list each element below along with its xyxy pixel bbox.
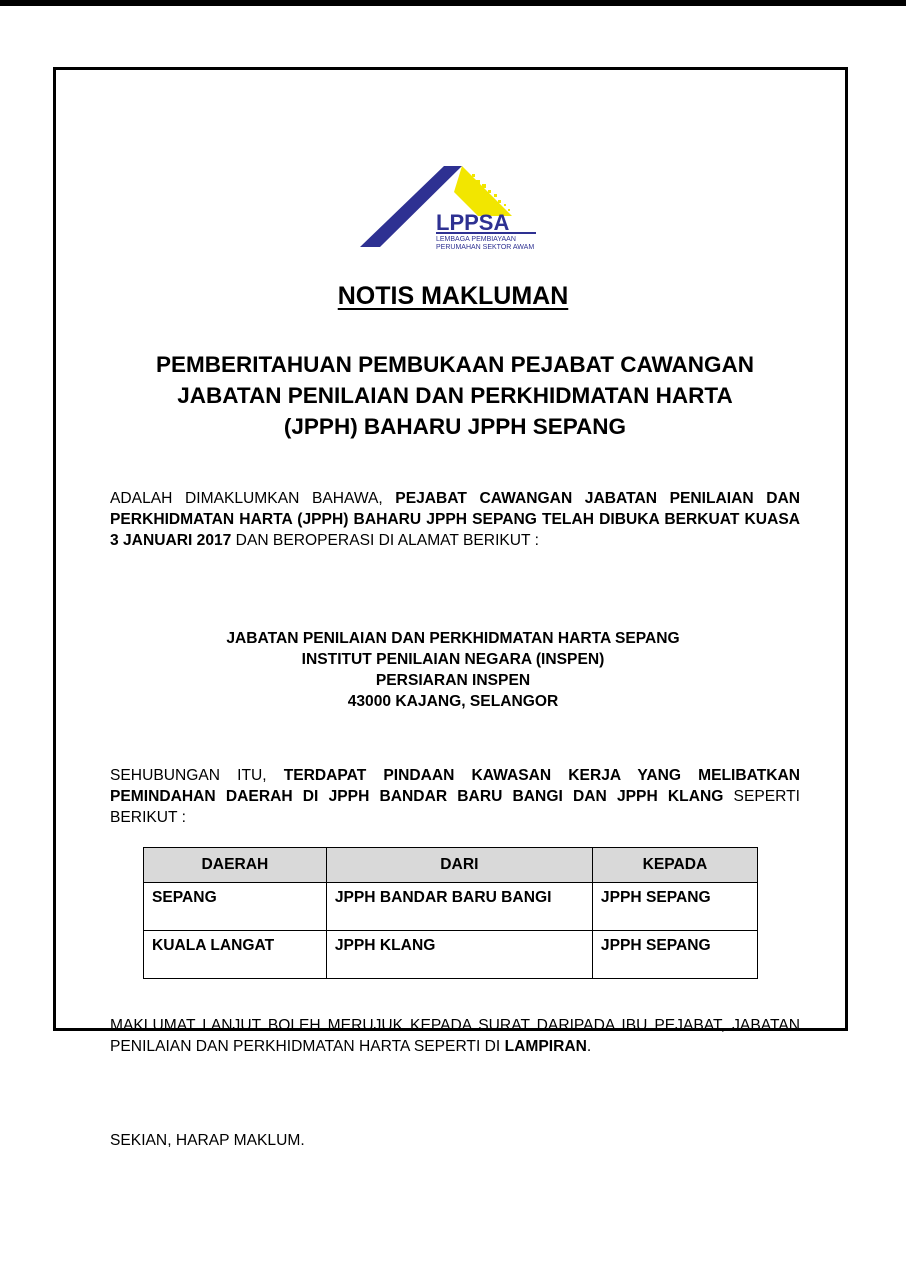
para-text: DAN BEROPERASI DI ALAMAT BERIKUT : [231, 532, 539, 549]
notice-subtitle [110, 349, 800, 442]
table-cell: JPPH KLANG [326, 931, 592, 979]
address-line: 43000 KAJANG, SELANGOR [347, 693, 559, 710]
column-header-dari: DARI [326, 848, 592, 883]
para-text: MAKLUMAT LANJUT BOLEH MERUJUK KEPADA SURAT DARIPADA IBU PEJABAT, JABATAN PENILAIAN DAN PERKHIDMATAN HARTA SEPERTI DI [110, 1017, 800, 1055]
table-cell: JPPH BANDAR BARU BANGI [326, 883, 592, 931]
notice-title: NOTIS MAKLUMAN [337, 282, 569, 310]
office-address [0, 628, 906, 712]
table-header-row [144, 848, 758, 883]
announcement-paragraph [110, 488, 800, 551]
address-line: PERSIARAN INSPEN [375, 672, 531, 689]
table-cell: JPPH SEPANG [592, 931, 757, 979]
logo-subtext-1: LEMBAGA PEMBIAYAAN [436, 236, 516, 243]
reference-paragraph [110, 1015, 800, 1057]
para-bold-text: PEJABAT CAWANGAN JABATAN PENILAIAN DAN PERKHIDMATAN HARTA (JPPH) BAHARU JPPH SEPANG TELAH DIBUKA BERKUAT KUASA 3 JANUARI 2017 [110, 490, 800, 549]
subtitle-line: (JPPH) BAHARU JPPH SEPANG [283, 414, 627, 439]
para-bold-text: TERDAPAT PINDAAN KAWASAN KERJA YANG MELIBATKAN PEMINDAHAN DAERAH DI JPPH BANDAR BARU BANGI DAN JPPH KLANG [110, 767, 801, 805]
para-text: ADALAH DIMAKLUMKAN BAHAWA, [110, 490, 396, 507]
column-header-kepada: KEPADA [592, 848, 757, 883]
table-cell: KUALA LANGAT [144, 931, 327, 979]
address-line: JABATAN PENILAIAN DAN PERKHIDMATAN HARTA SEPANG [226, 630, 680, 647]
logo-subtext-2: PERUMAHAN SEKTOR AWAM [436, 244, 535, 251]
para-text: SEHUBUNGAN ITU, [110, 767, 284, 784]
subtitle-line: JABATAN PENILAIAN DAN PERKHIDMATAN HARTA [177, 383, 733, 408]
district-transfer-table [143, 847, 758, 979]
table-cell: SEPANG [144, 883, 327, 931]
closing-line: SEKIAN, HARAP MAKLUM. [110, 1132, 305, 1149]
subtitle-line: PEMBERITAHUAN PEMBUKAAN PEJABAT CAWANGAN [156, 352, 754, 377]
logo-wordmark: LPPSA [436, 210, 510, 235]
para-bold-text: LAMPIRAN [504, 1038, 587, 1055]
table-row [144, 931, 758, 979]
amendment-paragraph [110, 765, 800, 828]
para-text: SEPERTI BERIKUT : [110, 788, 800, 826]
table-row [144, 883, 758, 931]
para-text: . [586, 1038, 592, 1055]
lppsa-logo [358, 162, 554, 252]
address-line: INSTITUT PENILAIAN NEGARA (INSPEN) [301, 651, 605, 668]
table-cell: JPPH SEPANG [592, 883, 757, 931]
top-edge-bar [0, 0, 906, 6]
column-header-daerah: DAERAH [144, 848, 327, 883]
